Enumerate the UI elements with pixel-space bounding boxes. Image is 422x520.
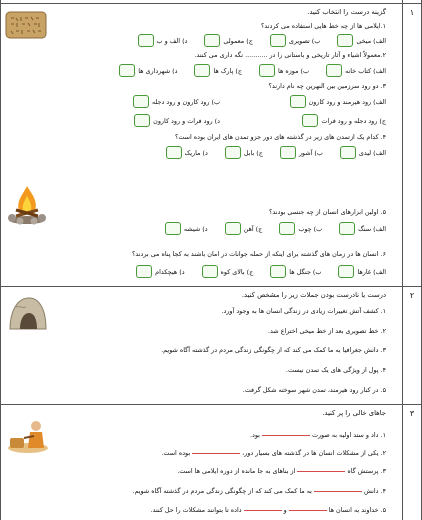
section-instruction: جاهای خالی را پر کنید.: [322, 409, 386, 417]
option-label: الف) غارها: [357, 267, 386, 276]
answer-checkbox[interactable]: [340, 146, 356, 159]
campfire-illustration: [6, 182, 48, 226]
ancient-scribe-illustration: [6, 416, 50, 454]
option[interactable]: [256, 64, 309, 77]
blank-suffix: از بناهای به جا مانده از دوره ایلامی ها است.: [177, 467, 296, 475]
blank-prefix: ۲. یکی از مشکلات انسان ها در گذشته های بسیار دور،: [242, 449, 386, 457]
answer-checkbox[interactable]: [165, 222, 181, 235]
section-instruction: درست یا نادرست بودن جملات زیر را مشخص کنید.: [241, 291, 386, 299]
answer-checkbox[interactable]: [134, 114, 150, 127]
statement: ۳. دانش جغرافیا به ما کمک می کند که از چگونگی زندگی مردم در گذشته آگاه شویم.: [161, 346, 386, 354]
option-label: الف) میخی: [356, 36, 386, 45]
option[interactable]: [131, 114, 220, 127]
statement: ۲. خط تصویری بعد از خط میخی اختراع شد.: [267, 327, 386, 335]
option[interactable]: [116, 64, 177, 77]
statement: ۴. پول از ویژگی های یک تمدن نیست.: [285, 366, 386, 374]
option-label: د) رود فرات و رود کارون: [153, 116, 220, 125]
blank-prefix: ۳. پرستش گاه: [347, 467, 386, 475]
answer-checkbox[interactable]: [290, 95, 306, 108]
blank-prefix: ۱. داد و ستد اولیه به صورت: [311, 431, 386, 439]
fill-blank-line: [151, 506, 386, 515]
option-label: الف) کتاب خانه: [345, 66, 386, 75]
option-label: ب) رود کارون و رود دجله: [152, 97, 220, 106]
answer-checkbox[interactable]: [270, 34, 286, 47]
answer-checkbox[interactable]: [204, 34, 220, 47]
answer-checkbox[interactable]: [270, 265, 286, 278]
options-row: [110, 64, 386, 77]
option-label: الف) رود هیرمند و رود کارون: [308, 97, 386, 106]
option[interactable]: [276, 222, 322, 235]
blank-suffix: به ما کمک می کند که از چگونگی زندگی مردم در گذشته آگاه شویم.: [132, 487, 312, 495]
options-row: [124, 95, 386, 108]
option[interactable]: [201, 34, 252, 47]
options-row: [127, 265, 386, 278]
options-row: [129, 34, 386, 47]
blank-suffix: داده تا بتوانند مشکلات را حل کنند.: [150, 506, 242, 514]
option[interactable]: [130, 95, 220, 108]
question-text: ۵. اولین ابزارهای انسان از چه جنسی بودند؟: [268, 208, 386, 216]
option[interactable]: [133, 265, 184, 278]
fill-blank-line: [132, 487, 386, 496]
option-label: ج) رود دجله و رود فرات: [321, 116, 386, 125]
option[interactable]: [336, 222, 386, 235]
answer-checkbox[interactable]: [136, 265, 152, 278]
answer-checkbox[interactable]: [166, 146, 182, 159]
answer-checkbox[interactable]: [339, 222, 355, 235]
answer-blank[interactable]: [262, 434, 310, 436]
clay-tablet-illustration: [5, 10, 47, 40]
table-border-top: [0, 3, 422, 4]
answer-checkbox[interactable]: [337, 34, 353, 47]
option-label: ب) آشور: [298, 148, 323, 157]
fill-blank-line: [177, 467, 386, 476]
answer-checkbox[interactable]: [133, 95, 149, 108]
answer-checkbox[interactable]: [326, 64, 342, 77]
answer-blank[interactable]: [192, 452, 240, 454]
option-label: د) شهرداری ها: [138, 66, 178, 75]
option[interactable]: [191, 64, 242, 77]
option-label: ج) بابل: [243, 148, 263, 157]
option[interactable]: [162, 222, 208, 235]
row-divider-1: [0, 286, 422, 287]
option[interactable]: [267, 34, 320, 47]
blank-suffix: بود.: [249, 431, 260, 439]
question-number: ۲: [409, 291, 415, 300]
option-label: د) ماریک: [184, 148, 208, 157]
option-label: ب) چوب: [298, 224, 323, 233]
option-label: ج) پارک ها: [213, 66, 242, 75]
options-row: [156, 222, 386, 235]
options-row: [125, 114, 386, 127]
fill-blank-line: [161, 449, 386, 458]
answer-blank[interactable]: [314, 490, 362, 492]
option-label: الف) سنگ: [358, 224, 386, 233]
option[interactable]: [226, 114, 386, 127]
option[interactable]: [135, 34, 188, 47]
answer-checkbox[interactable]: [138, 34, 154, 47]
option-label: د) الف و ب: [156, 36, 188, 45]
answer-checkbox[interactable]: [194, 64, 210, 77]
option[interactable]: [334, 34, 386, 47]
option-label: د) هیچکدام: [155, 267, 185, 276]
option-label: ج) آهن: [243, 224, 263, 233]
answer-checkbox[interactable]: [119, 64, 135, 77]
blank-suffix: بوده است.: [161, 449, 191, 457]
blank-prefix: ۴. دانش: [363, 487, 386, 495]
answer-checkbox[interactable]: [259, 64, 275, 77]
question-text: ۴. کدام یک ازتمدن های زیر در گذشته های دور جزو تمدن های ایران بوده است؟: [174, 133, 386, 141]
row-divider-2: [0, 404, 422, 405]
answer-checkbox[interactable]: [225, 222, 241, 235]
option-label: ج) بالای کوه: [220, 267, 254, 276]
number-column-divider: [402, 0, 403, 520]
option[interactable]: [267, 265, 321, 278]
answer-blank[interactable]: [289, 509, 327, 511]
answer-checkbox[interactable]: [338, 265, 354, 278]
option[interactable]: [199, 265, 254, 278]
option[interactable]: [277, 146, 323, 159]
option[interactable]: [226, 95, 386, 108]
blank-middle: و: [283, 506, 287, 514]
options-row: [157, 146, 387, 159]
table-border-left: [0, 0, 1, 520]
question-text: ۱.ایلامی ها از چه خط هایی استفاده می کردند؟: [261, 22, 386, 30]
option[interactable]: [222, 146, 263, 159]
answer-checkbox[interactable]: [280, 146, 296, 159]
question-text: ۲.معمولاً اشیاء و آثار تاریخی و باستانی را در ........... نگه داری می کنند.: [194, 51, 386, 59]
option-label: ب) موزه ها: [278, 66, 310, 75]
option[interactable]: [222, 222, 263, 235]
option-label: الف) لیدی: [358, 148, 386, 157]
answer-blank[interactable]: [244, 509, 282, 511]
answer-checkbox[interactable]: [302, 114, 318, 127]
option-label: ب) تصویری: [288, 36, 321, 45]
option[interactable]: [323, 64, 386, 77]
option-label: د) شیشه: [183, 224, 208, 233]
fill-blank-line: [250, 431, 386, 440]
option-label: ب) جنگل ها: [289, 267, 322, 276]
answer-checkbox[interactable]: [279, 222, 295, 235]
cave-rock-illustration: [8, 295, 48, 331]
answer-blank[interactable]: [297, 470, 345, 472]
statement: ۱. کشف آتش تغییرات زیادی در زندگی انسان ها به وجود آورد.: [221, 307, 386, 315]
option-label: ج) معمولی: [223, 36, 253, 45]
answer-checkbox[interactable]: [202, 265, 218, 278]
option[interactable]: [337, 146, 386, 159]
statement: ۵. در کنار رود هیرمند، تمدن شهر سوخته شکل گرفت.: [242, 386, 386, 394]
answer-checkbox[interactable]: [225, 146, 241, 159]
question-number: ۳: [409, 409, 415, 418]
question-number: ۱: [409, 8, 415, 17]
option[interactable]: [335, 265, 386, 278]
blank-prefix: ۵. خداوند به انسان ها: [328, 506, 386, 514]
question-text: ۳. دو رود سرزمین بین النهرین چه نام دارند؟: [268, 82, 386, 90]
option[interactable]: [163, 146, 208, 159]
section-instruction: گزینه درست را انتخاب کنید.: [307, 8, 386, 16]
question-text: ۶. انسان ها در زمان های گذشته برای اینکه از حمله جوانات در امان باشند به کجا پناه می بردند؟: [131, 250, 386, 258]
